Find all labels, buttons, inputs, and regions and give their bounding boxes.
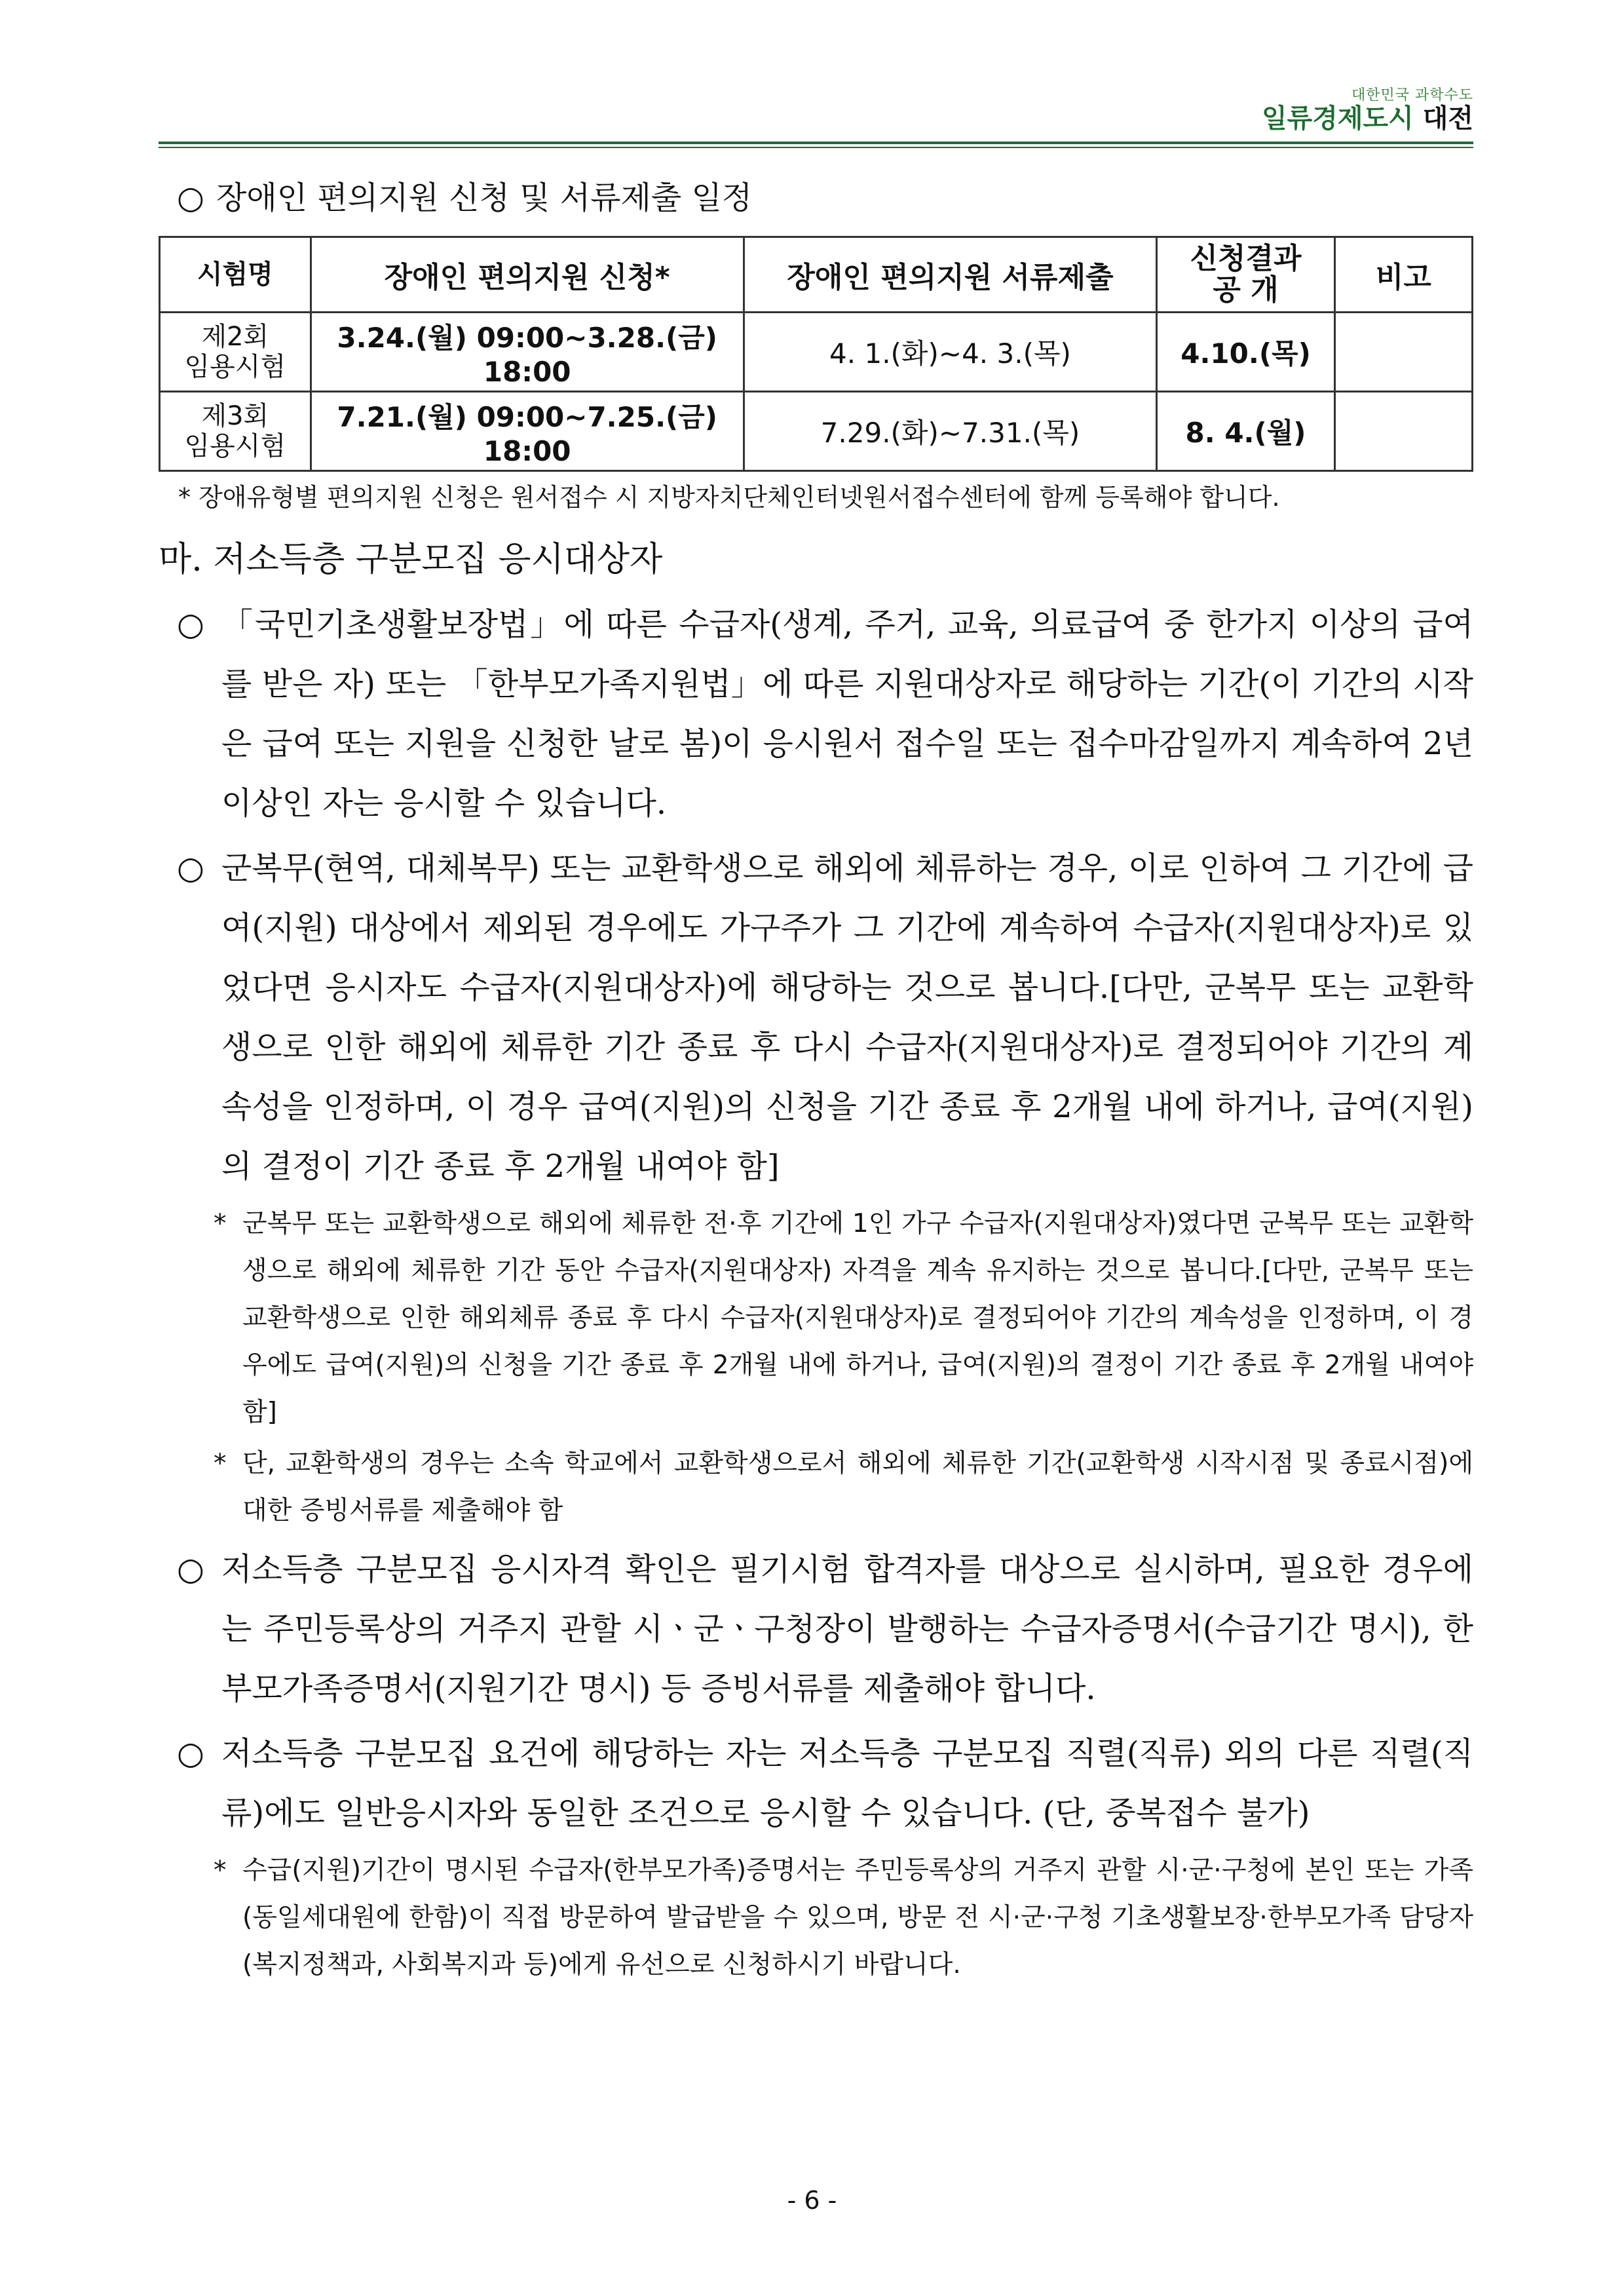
note-item (214, 1847, 1473, 1989)
cell-result: 8. 4.(월) (1157, 392, 1335, 471)
paragraph-item (159, 839, 1473, 1196)
exam-type: 임용시험 (184, 352, 286, 382)
cell-docs: 7.29.(화)~7.31.(목) (744, 392, 1156, 471)
cell-note (1334, 313, 1472, 392)
paragraph-item (159, 1724, 1473, 1843)
schedule-title (177, 172, 1473, 224)
cell-apply: 7.21.(월) 09:00~7.25.(금) 18:00 (311, 392, 744, 471)
logo-title (1262, 104, 1473, 133)
table-header-row (160, 237, 1473, 313)
city-logo (1262, 84, 1473, 133)
bullet-circle: ○ (177, 850, 204, 887)
cell-docs: 4. 1.(화)~4. 3.(목) (744, 313, 1156, 392)
col-result-line1: 신청결과 (1190, 242, 1302, 275)
paragraph-item (159, 1540, 1473, 1719)
note-item (214, 1440, 1473, 1535)
bullet-circle: ○ (177, 1735, 204, 1772)
header-rule-thin (159, 147, 1473, 148)
bullet-circle: ○ (177, 1551, 204, 1588)
cell-exam-name (160, 392, 311, 471)
asterisk-mark: * (214, 1209, 227, 1238)
cell-note (1334, 392, 1472, 471)
col-note: 비고 (1334, 237, 1472, 313)
schedule-table (159, 236, 1473, 472)
logo-main-text: 일류경제도시 (1261, 104, 1414, 134)
note-item (214, 1200, 1473, 1436)
paragraph-text: 저소득층 구분모집 요건에 해당하는 자는 저소득층 구분모집 직렬(직류) 외의 다른 직렬(직류)에도 일반응시자와 동일한 조건으로 응시할 수 있습니다. (단, 중복접수 불가) (221, 1735, 1473, 1831)
paragraph-text: 「국민기초생활보장법」에 따른 수급자(생계, 주거, 교육, 의료급여 중 한가지 이상의 급여를 받은 자) 또는 「한부모가족지원법」에 따른 지원대상자로 해당하는 기간(이 기간의 시작은 급여 또는 지원을 신청한 날로 봄)이 응시원서 접수일 또는 접수마감일까지 계속하여 2년 이상인 자는 응시할 수 있습니다. (221, 606, 1473, 822)
asterisk-mark: * (214, 1856, 227, 1885)
cell-exam-name (160, 313, 311, 392)
col-apply: 장애인 편의지원 신청* (311, 237, 744, 313)
cell-result: 4.10.(목) (1157, 313, 1335, 392)
table-row (160, 392, 1473, 471)
table-footnote: * 장애유형별 편의지원 신청은 원서접수 시 지방자치단체인터넷원서접수센터에 함께 등록해야 합니다. (178, 483, 1280, 512)
col-docs: 장애인 편의지원 서류제출 (744, 237, 1156, 313)
exam-round: 제2회 (201, 322, 269, 352)
paragraph-text: 저소득층 구분모집 응시자격 확인은 필기시험 합격자를 대상으로 실시하며, 필요한 경우에는 주민등록상의 거주지 관할 시ㆍ군ㆍ구청장이 발행하는 수급자증명서(수급기간 명시), 한부모가족증명서(지원기간 명시) 등 증빙서류를 제출해야 합니다. (221, 1551, 1473, 1707)
bullet-circle: ○ (177, 606, 204, 643)
cell-apply: 3.24.(월) 09:00~3.28.(금) 18:00 (311, 313, 744, 392)
asterisk-mark: * (214, 1449, 227, 1478)
note-text: 수급(지원)기간이 명시된 수급자(한부모가족)증명서는 주민등록상의 거주지 관할 시·군·구청에 본인 또는 가족(동일세대원에 한함)이 직접 방문하여 발급받을 수 있으며, 방문 전 시·군·구청 기초생활보장·한부모가족 담당자(복지정책과, 사회복지과 등)에게 유선으로 신청하시기 바랍니다. (242, 1856, 1473, 1980)
exam-type: 임용시험 (184, 431, 286, 461)
note-text: 군복무 또는 교환학생으로 해외에 체류한 전·후 기간에 1인 가구 수급자(지원대상자)였다면 군복무 또는 교환학생으로 해외에 체류한 기간 동안 수급자(지원대상자) 자격을 계속 유지하는 것으로 봅니다.[다만, 군복무 또는 교환학생으로 인한 해외체류 종료 후 다시 수급자(지원대상자)로 결정되어야 기간의 계속성을 인정하며, 이 경우에도 급여(지원)의 신청을 기간 종료 후 2개월 내에 하거나, 급여(지원)의 결정이 기간 종료 후 2개월 내여야 함] (242, 1209, 1473, 1427)
paragraph-item (159, 595, 1473, 833)
logo-city: 대전 (1422, 104, 1473, 134)
exam-round: 제3회 (201, 401, 269, 431)
paragraph-text: 군복무(현역, 대체복무) 또는 교환학생으로 해외에 체류하는 경우, 이로 인하여 그 기간에 급여(지원) 대상에서 제외된 경우에도 가구주가 그 기간에 계속하여 수급자(지원대상자)로 있었다면 응시자도 수급자(지원대상자)에 해당하는 것으로 봅니다.[다만, 군복무 또는 교환학생으로 인한 해외에 체류한 기간 종료 후 다시 수급자(지원대상자)로 결정되어야 기간의 계속성을 인정하며, 이 경우 급여(지원)의 신청을 기간 종료 후 2개월 내에 하거나, 급여(지원)의 결정이 기간 종료 후 2개월 내여야 함] (221, 850, 1473, 1185)
logo-slogan: 대한민국 과학수도 (1351, 87, 1473, 104)
section-heading: 마. 저소득층 구분모집 응시대상자 (159, 540, 663, 579)
header-rule (159, 142, 1473, 144)
col-exam-name: 시험명 (160, 237, 311, 313)
col-result (1157, 237, 1335, 313)
table-row (160, 313, 1473, 392)
col-result-line2: 공 개 (1213, 273, 1279, 307)
schedule-title-text: 장애인 편의지원 신청 및 서류제출 일정 (216, 180, 753, 216)
bullet-circle: ○ (177, 180, 204, 216)
note-text: 단, 교환학생의 경우는 소속 학교에서 교환학생으로서 해외에 체류한 기간(교환학생 시작시점 및 종료시점)에 대한 증빙서류를 제출해야 함 (242, 1449, 1473, 1525)
page-content (159, 172, 1473, 1989)
page-number: - 6 - (787, 2186, 837, 2215)
